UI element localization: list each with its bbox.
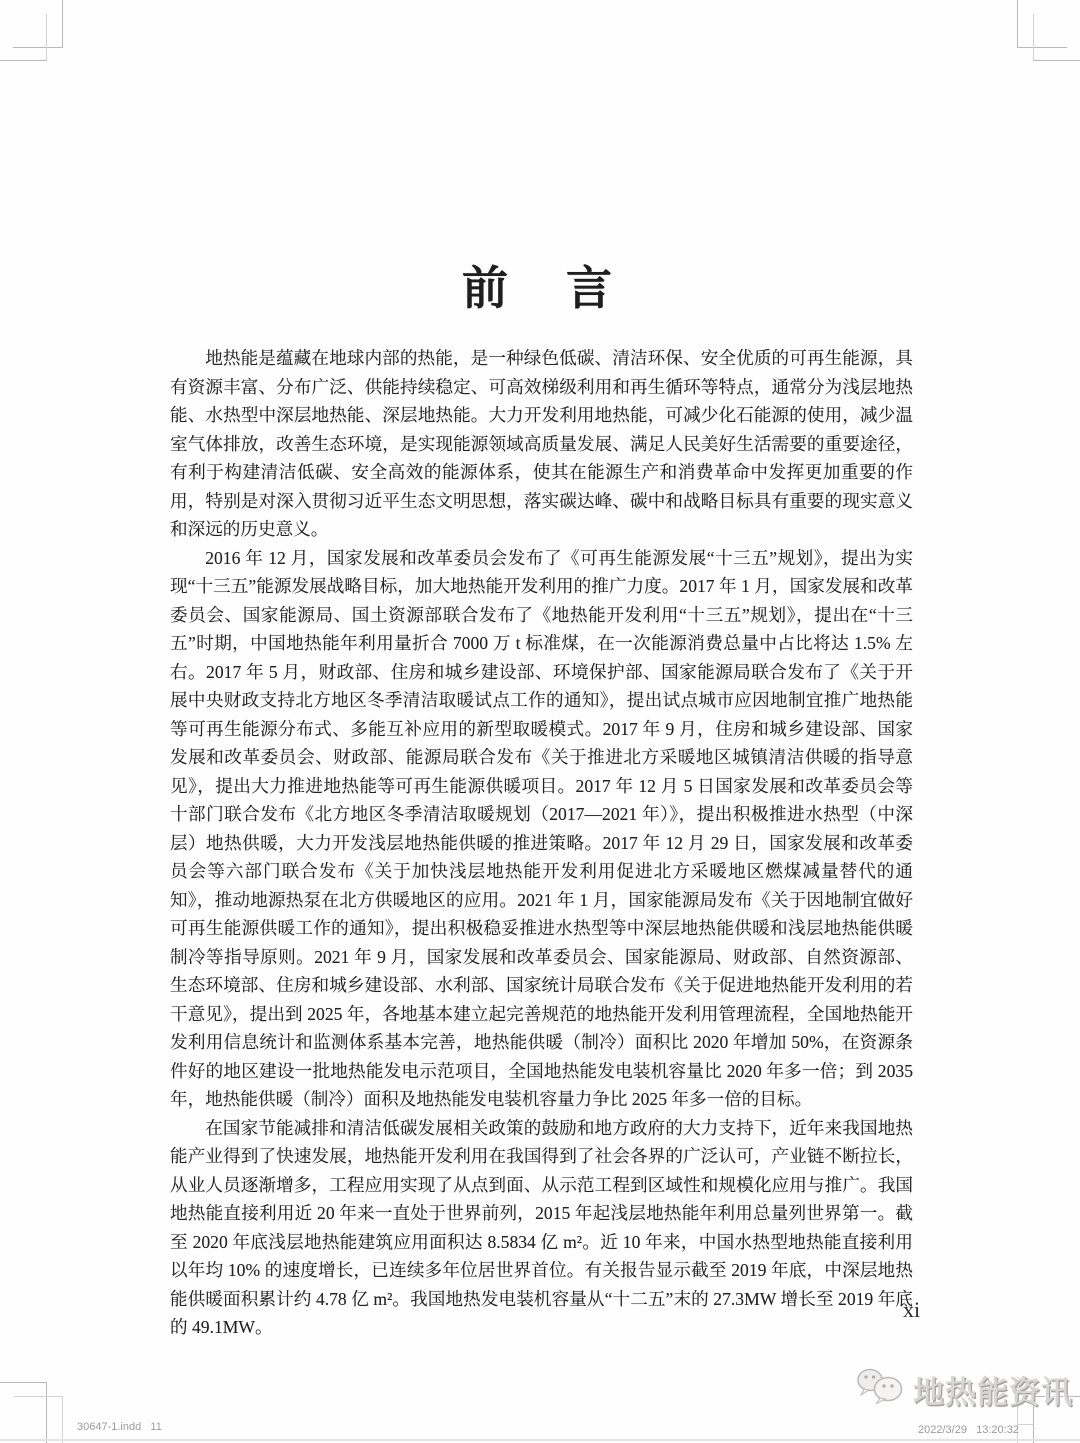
crop-mark [62, 1396, 63, 1443]
print-timestamp: 2022/3/29 13:20:32 [918, 1424, 1019, 1436]
crop-mark [0, 1382, 47, 1383]
preface-body [170, 344, 913, 1342]
scan-edge-line [0, 1439, 1080, 1441]
page-number: xi [903, 1297, 921, 1322]
crop-mark [62, 0, 63, 48]
crop-mark [1033, 60, 1080, 61]
wechat-chat-bubbles-icon [856, 1366, 906, 1413]
print-filename: 30647-1.indd 11 [77, 1421, 162, 1433]
crop-mark [1017, 0, 1018, 48]
crop-mark [1017, 47, 1067, 48]
crop-mark [46, 1382, 47, 1443]
crop-mark [13, 47, 63, 48]
body-paragraph-2: 2016 年 12 月，国家发展和改革委员会发布了《可再生能源发展“十三五”规划》，提出为实现“十三五”能源发展战略目标，加大地热能开发利用的推广力度。2017 年 1 月，国家发展和改革委员会、国家能源局、国土资源部联合发布了《地热能开发利用“十三五”规划》，提出在“十三五”时期，中国地热能年利用量折合 7000 万 t 标准煤，在一次能源消费总量中占比将达 1.5% 左右。2017 年 5 月，财政部、住房和城乡建设部、环境保护部、国家能源局联合发布了《关于开展中央财政支持北方地区冬季清洁取暖试点工作的通知》，提出试点城市应因地制宜推广地热能等可再生能源分布式、多能互补应用的新型取暖模式。2017 年 9 月，住房和城乡建设部、国家发展和改革委员会、财政部、能源局联合发布《关于推进北方采暖地区城镇清洁供暖的指导意见》，提出大力推进地热能等可再生能源供暖项目。2017 年 12 月 5 日国家发展和改革委员会等十部门联合发布《北方地区冬季清洁取暖规划（2017—2021 年）》，提出积极推进水热型（中深层）地热供暖，大力开发浅层地热能供暖的推进策略。2017 年 12 月 29 日，国家发展和改革委员会等六部门联合发布《关于加快浅层地热能开发利用促进北方采暖地区燃煤减量替代的通知》，推动地源热泵在北方供暖地区的应用。2021 年 1 月，国家能源局发布《关于因地制宜做好可再生能源供暖工作的通知》，提出积极稳妥推进水热型等中深层地热能供暖和浅层地热能供暖制冷等指导原则。2021 年 9 月，国家发展和改革委员会、国家能源局、财政部、自然资源部、生态环境部、住房和城乡建设部、水利部、国家统计局联合发布《关于促进地热能开发利用的若干意见》，提出到 2025 年，各地基本建立起完善规范的地热能开发利用管理流程，全国地热能开发利用信息统计和监测体系基本完善，地热能供暖（制冷）面积比 2020 年增加 50%，在资源条件好的地区建设一批地热能发电示范项目，全国地热能发电装机容量比 2020 年多一倍；到 2035 年，地热能供暖（制冷）面积及地热能发电装机容量力争比 2025 年多一倍的目标。 [170, 547, 913, 1109]
crop-mark [46, 14, 47, 61]
body-paragraph-3: 在国家节能减排和清洁低碳发展相关政策的鼓励和地方政府的大力支持下，近年来我国地热能产业得到了快速发展，地热能开发利用在我国得到了社会各界的广泛认可，产业链不断拉长，从业人员逐渐增多，工程应用实现了从点到面、从示范工程到区域性和规模化应用与推广。我国地热能直接利用近 20 年来一直处于世界前列，2015 年起浅层地热能年利用总量列世界第一。截至 2020 年底浅层地热能建筑应用面积达 8.5834 亿 m²。近 10 年来，中国水热型地热能直接利用以年均 10% 的速度增长，已连续多年位居世界首位。有关报告显示截至 2019 年底，中深层地热能供暖面积累计约 4.78 亿 m²。我国地热发电装机容量从“十二五”末的 27.3MW 增长至 2019 年底的 49.1MW。 [170, 1117, 913, 1337]
crop-mark [14, 1396, 63, 1397]
body-paragraph-1: 地热能是蕴藏在地球内部的热能，是一种绿色低碳、清洁环保、安全优质的可再生能源，具有资源丰富、分布广泛、供能持续稳定、可高效梯级利用和再生循环等特点，通常分为浅层地热能、水热型中深层地热能、深层地热能。大力开发利用地热能，可减少化石能源的使用，减少温室气体排放，改善生态环境，是实现能源领域高质量发展、满足人民美好生活需要的重要途径，有利于构建清洁低碳、安全高效的能源体系，使其在能源生产和消费革命中发挥更加重要的作用，特别是对深入贯彻习近平生态文明思想，落实碳达峰、碳中和战略目标具有重要的现实意义和深远的历史意义。 [170, 348, 913, 539]
watermark [856, 1366, 1073, 1413]
crop-mark [1033, 14, 1034, 61]
page-title: 前 言 [462, 263, 618, 314]
crop-mark [1017, 1424, 1033, 1425]
watermark-label: 地热能资讯 [913, 1375, 1073, 1410]
crop-mark [0, 60, 47, 61]
